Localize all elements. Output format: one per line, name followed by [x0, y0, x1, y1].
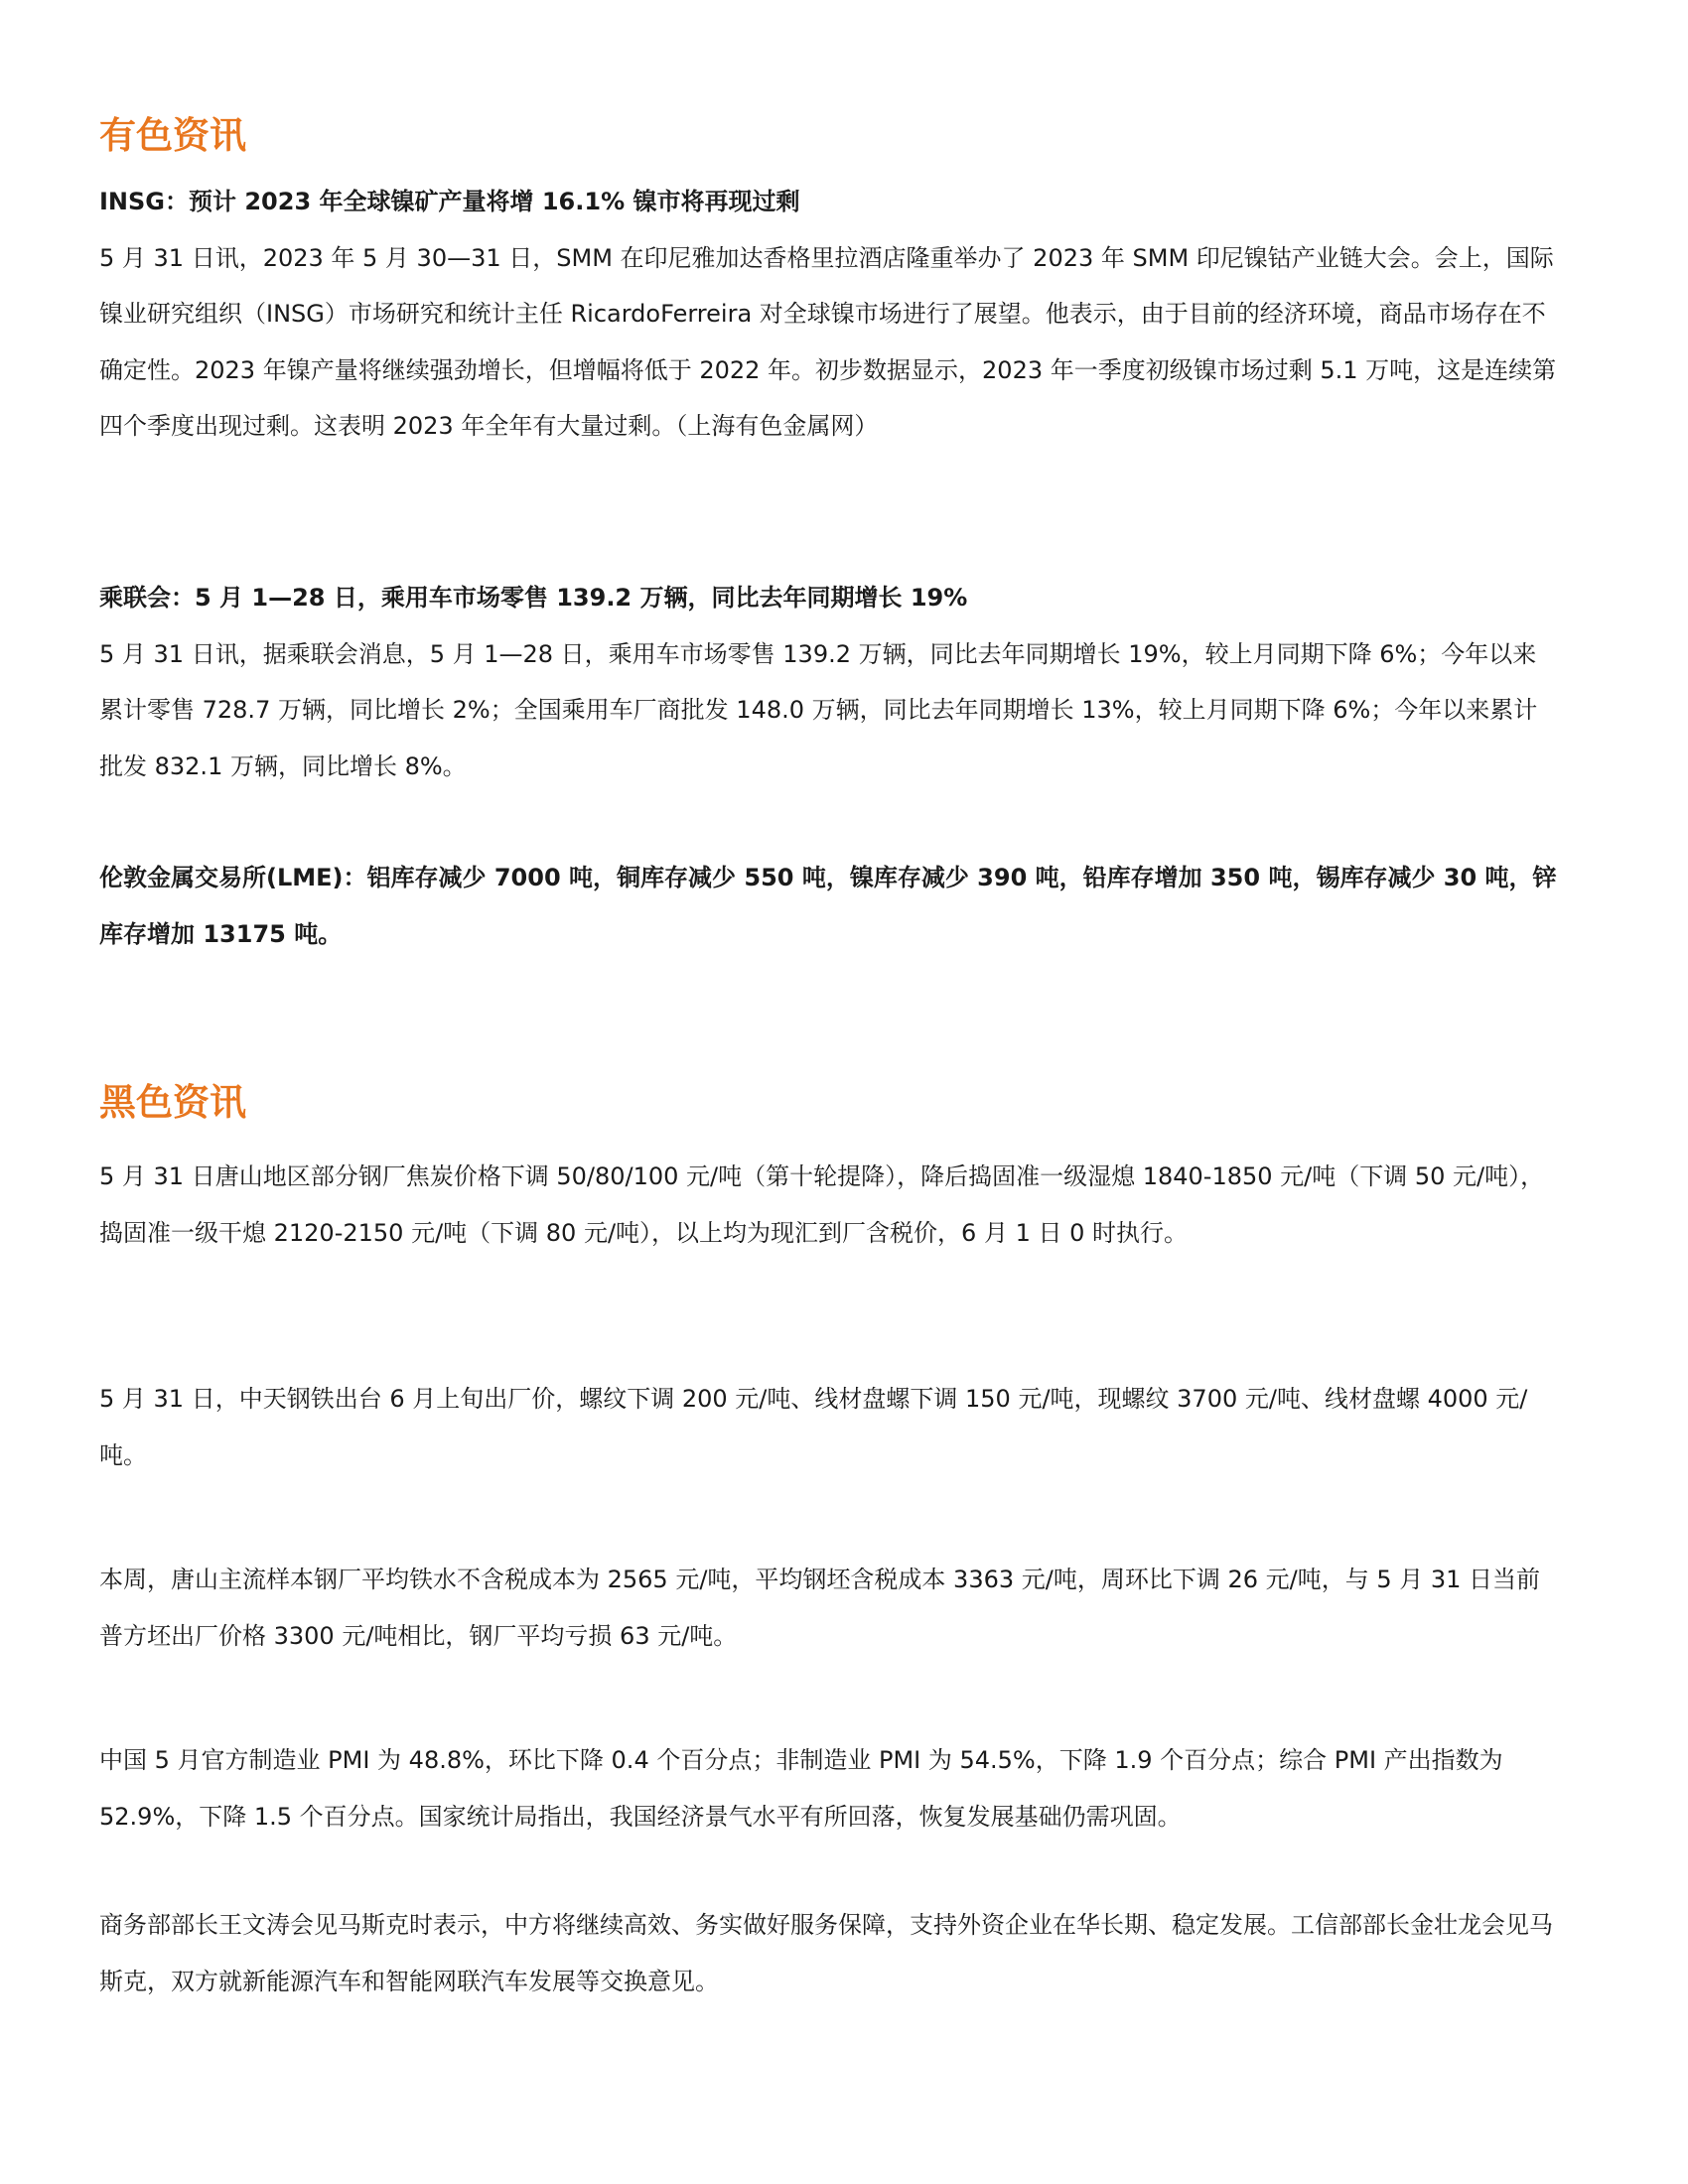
news-headline: 乘联会：5 月 1—28 日，乘用车市场零售 139.2 万辆，同比去年同期增长 19%	[99, 584, 968, 612]
news-body: 5 月 31 日讯，据乘联会消息，5 月 1—28 日，乘用车市场零售 139.2 万辆，同比去年同期增长 19%，较上月同期下降 6%；今年以来累计零售 728.7 万辆，同比增长 2%；全国乘用车厂商批发 148.0 万辆，同比去年同期增长 13%，较上月同期下降 6%；今年以来累计批发 832.1 万辆，同比增长 8%。	[99, 639, 1538, 780]
news-body: 中国 5 月官方制造业 PMI 为 48.8%，环比下降 0.4 个百分点；非制造业 PMI 为 54.5%，下降 1.9 个百分点；综合 PMI 产出指数为 52.9%，下降 1.5 个百分点。国家统计局指出，我国经济景气水平有所回落，恢复发展基础仍需巩固。	[99, 1746, 1503, 1831]
news-item-insg	[99, 174, 1559, 455]
ferrous-paragraph-coke-price	[99, 1149, 1559, 1261]
news-body: 5 月 31 日唐山地区部分钢厂焦炭价格下调 50/80/100 元/吨（第十轮提降），降后捣固准一级湿熄 1840-1850 元/吨（下调 50 元/吨），捣固准一级干熄 2120-2150 元/吨（下调 80 元/吨），以上均为现汇到厂含税价，6 月 1 日 0 时执行。	[99, 1162, 1545, 1247]
news-body: 本周，唐山主流样本钢厂平均铁水不含税成本为 2565 元/吨，平均钢坯含税成本 3363 元/吨，周环比下调 26 元/吨，与 5 月 31 日当前普方坯出厂价格 3300 元/吨相比，钢厂平均亏损 63 元/吨。	[99, 1566, 1541, 1650]
news-body: 5 月 31 日，中天钢铁出台 6 月上旬出厂价，螺纹下调 200 元/吨、线材盘螺下调 150 元/吨，现螺纹 3700 元/吨、线材盘螺 4000 元/吨。	[99, 1385, 1528, 1469]
ferrous-paragraph-musk-meeting	[99, 1897, 1559, 2009]
news-headline: INSG：预计 2023 年全球镍矿产量将增 16.1% 镍市将再现过剩	[99, 188, 800, 215]
ferrous-paragraph-zhongtian	[99, 1371, 1559, 1483]
news-body: 商务部部长王文涛会见马斯克时表示，中方将继续高效、务实做好服务保障，支持外资企业在华长期、稳定发展。工信部部长金壮龙会见马斯克，双方就新能源汽车和智能网联汽车发展等交换意见。	[99, 1911, 1553, 1995]
section-title-ferrous: 黑色资讯	[99, 1081, 246, 1124]
ferrous-paragraph-pmi	[99, 1732, 1559, 1844]
ferrous-paragraph-tangshan-cost	[99, 1552, 1559, 1664]
news-item-cpca	[99, 570, 1559, 794]
news-headline: 伦敦金属交易所(LME)：铝库存减少 7000 吨，铜库存减少 550 吨，镍库存减少 390 吨，铅库存增加 350 吨，锡库存减少 30 吨，锌库存增加 13175 吨。	[99, 864, 1557, 948]
news-item-lme	[99, 850, 1559, 962]
news-body: 5 月 31 日讯，2023 年 5 月 30—31 日，SMM 在印尼雅加达香格里拉酒店隆重举办了 2023 年 SMM 印尼镍钴产业链大会。会上，国际镍业研究组织（INSG）市场研究和统计主任 RicardoFerreira 对全球镍市场进行了展望。他表示，由于目前的经济环境，商品市场存在不确定性。2023 年镍产量将继续强劲增长，但增幅将低于 2022 年。初步数据显示，2023 年一季度初级镍市场过剩 5.1 万吨，这是连续第四个季度出现过剩。这表明 2023 年全年有大量过剩。（上海有色金属网）	[99, 243, 1557, 441]
section-title-nonferrous: 有色资讯	[99, 114, 246, 157]
